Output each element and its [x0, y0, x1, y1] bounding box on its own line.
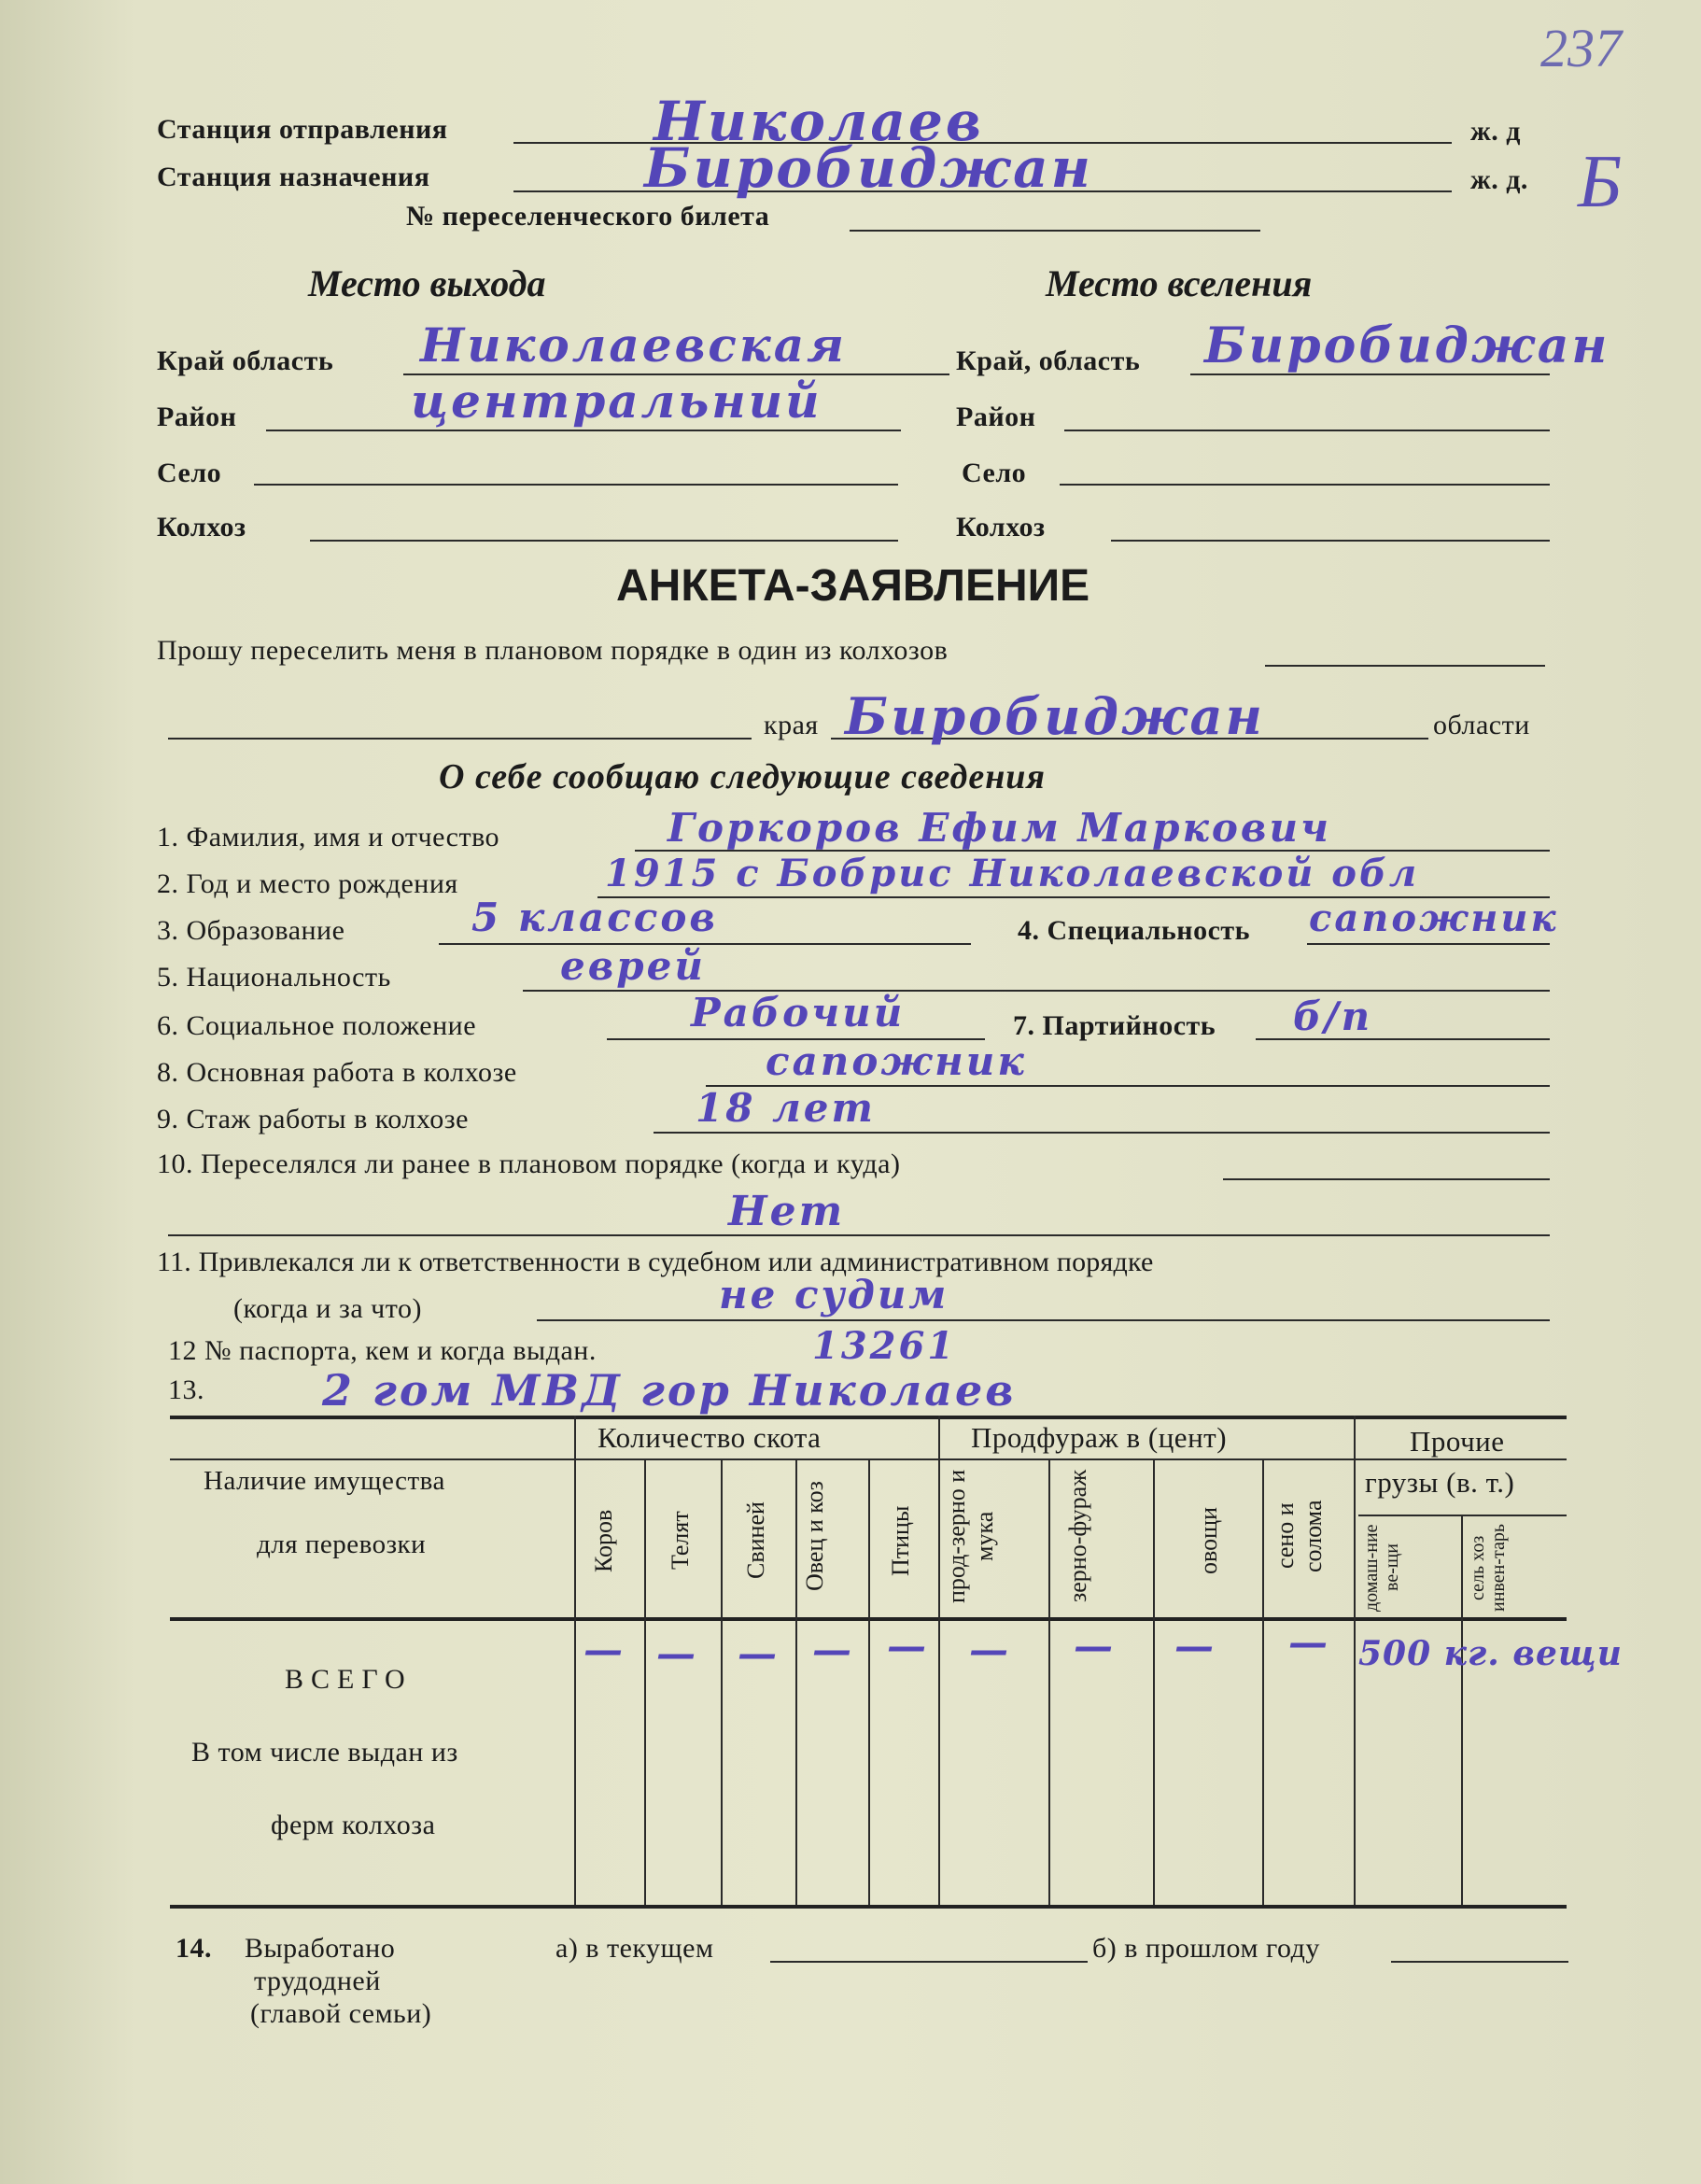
- item-10-label: 10. Переселялся ли ранее в плановом порядке (когда и куда): [157, 1148, 901, 1179]
- item-6-value: Рабочий: [691, 990, 906, 1036]
- total-cows: —: [583, 1627, 626, 1672]
- item-14-num: 14.: [176, 1933, 212, 1964]
- item-3-value: 5 классов: [471, 895, 718, 940]
- total-other: 500 кг. вещи: [1358, 1634, 1623, 1673]
- exit-heading: Место выхода: [308, 262, 546, 304]
- group-other-2: грузы (в. т.): [1365, 1466, 1515, 1499]
- request-oblasti: области: [1433, 710, 1530, 740]
- col-grain-flour: прод-зерно и мука: [943, 1469, 998, 1603]
- request-line-1: Прошу переселить меня в плановом порядке в один из колхозов: [157, 635, 949, 666]
- item-4-label: 4. Специальность: [1018, 915, 1250, 946]
- item-1-label: 1. Фамилия, имя и отчество: [157, 822, 500, 852]
- rail-label-2: ж. д.: [1470, 164, 1528, 195]
- item-7-value: б/п: [1293, 993, 1373, 1039]
- total-poultry: —: [887, 1623, 929, 1669]
- incl-label-1: В том числе выдан из: [191, 1737, 458, 1768]
- exit-region-value: Николаевская: [420, 317, 847, 373]
- item-11-label-2: (когда и за что): [233, 1293, 422, 1324]
- col-poultry: Птицы: [887, 1505, 914, 1576]
- item-1-value: Горкоров Ефим Маркович: [668, 805, 1332, 851]
- settle-district-label: Район: [956, 402, 1036, 432]
- total-pigs: —: [738, 1630, 780, 1676]
- col-vegetables: овощи: [1195, 1506, 1222, 1575]
- total-grain: —: [969, 1627, 1011, 1672]
- item-3-label: 3. Образование: [157, 915, 345, 946]
- total-hay: —: [1288, 1619, 1330, 1665]
- item-14-b: б) в прошлом году: [1092, 1933, 1320, 1964]
- item-13-value: 2 гом МВД гор Николаев: [322, 1365, 1017, 1416]
- total-sheep: —: [812, 1627, 854, 1672]
- item-9-value: 18 лет: [696, 1085, 876, 1131]
- about-heading: О себе сообщаю следующие сведения: [439, 757, 1046, 796]
- total-label: ВСЕГО: [285, 1664, 413, 1695]
- item-2-value: 1915 с Бобрис Николаевской обл: [605, 852, 1420, 895]
- exit-district-label: Район: [157, 402, 237, 432]
- rail-label-1: ж. д: [1470, 116, 1521, 147]
- exit-region-label: Край область: [157, 345, 334, 376]
- item-12-value: 13261: [812, 1324, 957, 1368]
- item-5-label: 5. Национальность: [157, 962, 391, 993]
- col-pigs: Свиней: [742, 1501, 769, 1580]
- exit-village-label: Село: [157, 458, 222, 488]
- total-calves: —: [656, 1630, 698, 1676]
- form-title: АНКЕТА-ЗАЯВЛЕНИЕ: [616, 561, 1090, 611]
- col-household: домаш-ние ве-щи: [1361, 1524, 1402, 1612]
- ticket-label: № переселенческого билета: [406, 201, 770, 232]
- item-10-value: Нет: [728, 1188, 846, 1235]
- group-feed: Продфураж в (цент): [971, 1421, 1228, 1454]
- destination-value: Биробиджан: [644, 136, 1093, 200]
- col-sheep-goats: Овец и коз: [801, 1481, 828, 1591]
- item-6-label: 6. Социальное положение: [157, 1010, 477, 1041]
- col-grain-fodder: зерно-фураж: [1064, 1469, 1091, 1603]
- item-2-label: 2. Год и место рождения: [157, 868, 458, 899]
- settle-heading: Место вселения: [1046, 262, 1313, 304]
- departure-value: Николаев: [654, 90, 984, 153]
- destination-label: Станция назначения: [157, 162, 430, 192]
- settle-kolkhoz-label: Колхоз: [956, 512, 1046, 542]
- table-row-header-2: для перевозки: [257, 1529, 427, 1559]
- item-11-label: 11. Привлекался ли к ответственности в судебном или административном порядке: [157, 1247, 1154, 1277]
- table-row-header-1: Наличие имущества: [204, 1466, 445, 1496]
- item-12-label: 12 № паспорта, кем и когда выдан.: [168, 1335, 597, 1366]
- col-hay-straw: сено и солома: [1272, 1500, 1327, 1572]
- exit-kolkhoz-label: Колхоз: [157, 512, 246, 542]
- incl-label-2: ферм колхоза: [271, 1810, 436, 1840]
- col-farm-tools: сель хоз инвен-тарь: [1468, 1524, 1509, 1612]
- item-9-label: 9. Стаж работы в колхозе: [157, 1104, 469, 1134]
- item-11-value: не судим: [719, 1272, 949, 1317]
- item-14-label-2: трудодней: [254, 1966, 381, 1996]
- item-8-value: сапожник: [766, 1038, 1027, 1084]
- departure-label: Станция отправления: [157, 114, 448, 145]
- request-kraya: края: [764, 710, 819, 740]
- item-14-label-1: Выработано: [245, 1933, 396, 1964]
- settle-village-label: Село: [962, 458, 1027, 488]
- margin-mark: Б: [1578, 141, 1623, 223]
- item-5-value: еврей: [560, 943, 706, 989]
- group-livestock: Количество скота: [597, 1421, 822, 1454]
- item-8-label: 8. Основная работа в колхозе: [157, 1057, 517, 1088]
- item-7-label: 7. Партийность: [1013, 1010, 1216, 1041]
- request-kraya-value: Биробиджан: [845, 686, 1265, 746]
- col-cows: Коров: [590, 1509, 617, 1572]
- total-fodder: —: [1074, 1623, 1116, 1669]
- item-13-label: 13.: [168, 1374, 204, 1405]
- col-calves: Телят: [667, 1511, 694, 1571]
- item-14-label-3: (главой семьи): [250, 1998, 432, 2029]
- exit-district-value: центральний: [411, 373, 822, 429]
- total-vegetables: —: [1174, 1623, 1216, 1669]
- page-number: 237: [1540, 18, 1622, 78]
- item-14-a: а) в текущем: [555, 1933, 714, 1964]
- settle-region-label: Край, область: [956, 345, 1141, 376]
- item-4-value: сапожник: [1309, 896, 1559, 940]
- settle-region-value: Биробиджан: [1204, 317, 1610, 374]
- group-other-1: Прочие: [1410, 1425, 1505, 1458]
